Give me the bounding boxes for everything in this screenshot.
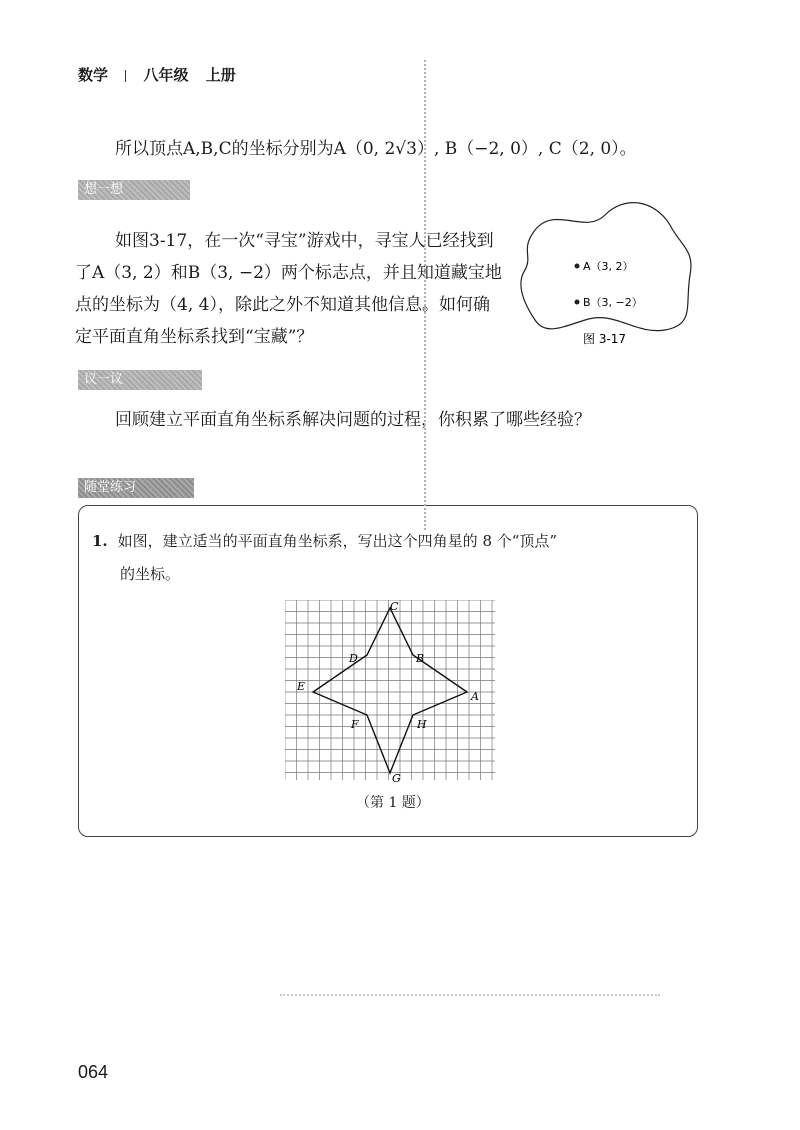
section-label-think: 想一想	[78, 180, 190, 200]
four-point-star	[313, 608, 467, 773]
star-label-a: A	[471, 690, 479, 703]
paragraph-treasure-hunt-text: 如图3-17，在一次“寻宝”游戏中，寻宝人已经找到了A（3, 2）和B（3, −2）两个标志点，并且知道藏宝地点的坐标为（4, 4），除此之外不知道其他信息。如何确定平面直角坐标系找到“宝藏”？	[75, 231, 502, 347]
star-label-h: H	[417, 718, 427, 731]
exercise-text-line1: 如图，建立适当的平面直角坐标系，写出这个四角星的 8 个“顶点”	[117, 532, 558, 550]
exercise-number: 1.	[92, 532, 108, 550]
point-b-dot	[575, 300, 580, 305]
section-label-discuss: 议一议	[78, 370, 202, 390]
four-point-star-figure	[285, 600, 495, 785]
page-header	[78, 64, 236, 85]
scan-fold-line	[424, 60, 426, 530]
star-label-c: C	[390, 600, 399, 613]
point-a-dot	[575, 264, 580, 269]
paragraph-treasure-hunt	[75, 225, 505, 353]
scan-artifact-line	[280, 994, 660, 996]
paragraph-vertex-coords: 所以顶点A,B,C的坐标分别为A（0, 2√3）, B（−2, 0）, C（2, 0）。	[115, 139, 637, 159]
figure-3-17	[505, 195, 705, 365]
star-label-f: F	[351, 718, 359, 731]
exercise-figure-caption: （第 1 题）	[356, 795, 430, 811]
page-number: 064	[78, 1062, 109, 1082]
header-volume: 上册	[205, 66, 236, 84]
header-grade: 八年级	[143, 66, 189, 84]
header-divider	[125, 70, 126, 82]
star-label-d: D	[349, 652, 358, 665]
point-a-label: A（3, 2）	[583, 260, 634, 273]
paragraph-review: 回顾建立平面直角坐标系解决问题的过程，你积累了哪些经验？	[115, 410, 591, 430]
section-label-practice: 随堂练习	[78, 478, 194, 498]
star-label-g: G	[392, 772, 401, 785]
exercise-1-line1	[92, 527, 557, 555]
exercise-text-line2: 的坐标。	[120, 565, 181, 583]
header-subject: 数学	[78, 66, 109, 84]
figure-caption: 图 3-17	[583, 332, 627, 346]
point-b-label: B（3, −2）	[583, 296, 643, 309]
star-label-b: B	[416, 652, 425, 665]
star-label-e: E	[297, 680, 306, 693]
